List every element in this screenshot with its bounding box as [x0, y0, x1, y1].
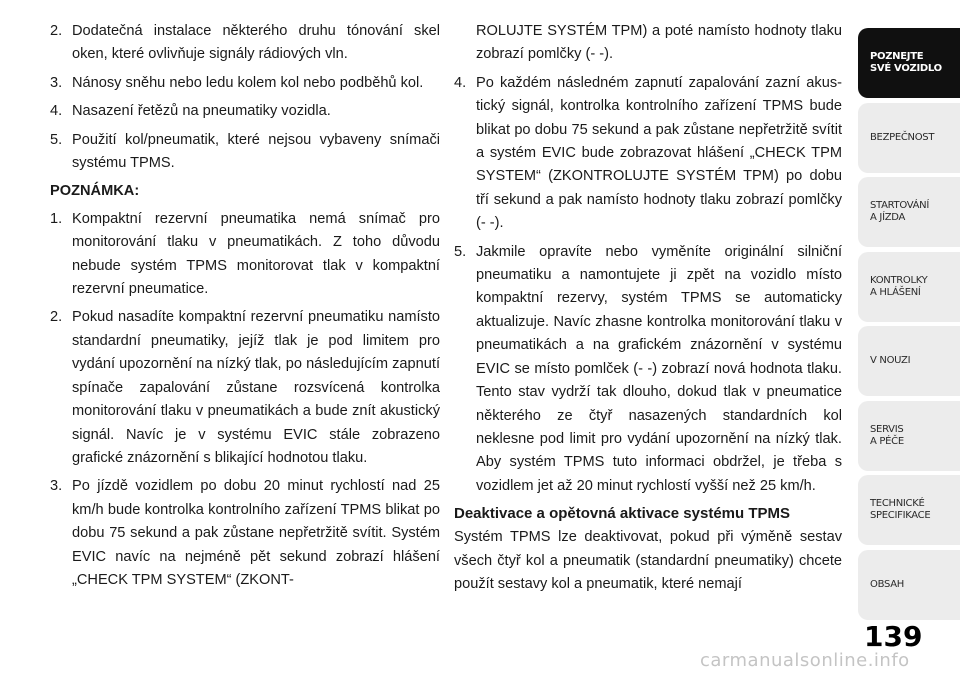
tab-obsah[interactable] — [858, 550, 960, 620]
tab-label: POZNEJTE SVÉ VOZIDLO — [870, 51, 942, 74]
list-item: 4. Nasazení řetězů na pneumatiky vozidla. — [50, 103, 331, 120]
tab-label: TECHNICKÉ SPECIFIKACE — [870, 498, 931, 521]
note-list — [50, 208, 440, 593]
tab-bezpecnost[interactable] — [858, 103, 960, 173]
tab-label: OBSAH — [870, 578, 904, 590]
list-item: 2. Dodatečná instalace některého druhu tónování skel oken, které ovlivňuje signály rádiových vln. — [50, 23, 440, 63]
list-item: 3. Nánosy sněhu nebo ledu kolem kol nebo podběhů kol. — [50, 74, 424, 91]
tab-kontrolky-a-hlaseni[interactable] — [858, 252, 960, 322]
note-item: 4. Po každém následném zapnutí zapalování zazní akustický signál, kontrolka kontrolního zařízení TPMS bude blikat po dobu 75 sekund a pak zůstane nepřetržitě svítit a systém EVIC bude zobrazovat hlášení „CHECK TPM SYSTEM“ (ZKONTROLUJTE SYSTÉM TPM) po dobu tří sekund a pak namísto hodnoty tlaku zobrazí pomlčky (- -). — [454, 74, 842, 232]
chapter-tabs — [858, 28, 960, 624]
note-heading: POZNÁMKA: — [50, 183, 140, 200]
section-paragraph: Systém TPMS lze deaktivovat, pokud při výměně sestav všech čtyř kol a pneumatik (standardní pneumatiky) chcete použít sestavy kol a pneumatik, které nemají — [454, 529, 842, 592]
note-continuation: ROLUJTE SYSTÉM TPM) a poté namísto hodnoty tlaku zobrazí pomlčky (- -). — [476, 23, 842, 63]
watermark: carmanualsonline.info — [700, 650, 910, 671]
section-heading: Deaktivace a opětovná aktivace systému TPMS — [454, 505, 790, 523]
note-item: 3. Po jízdě vozidlem po dobu 20 minut rychlostí nad 25 km/h bude kontrolka kontrolního zařízení TPMS blikat po dobu 75 sekund a pak zůstane nepřetržitě svítit. Systém EVIC navíc na nejméně pět sekund zobrazí hlášení „CHECK TPM SYSTEM“ (ZKONT- — [50, 478, 440, 588]
tab-v-nouzi[interactable] — [858, 326, 960, 396]
tab-label: STARTOVÁNÍ A JÍZDA — [870, 200, 930, 223]
note-item: 2. Pokud nasadíte kompaktní rezervní pneumatiku namísto standardní pneumatiky, jejíž tlak je pod limitem pro vydání upozornění na nízký tlak, po následujícím zapnutí spínače zapalování zůstane rozsvícená kontrolka monitorování tlaku v pneumatikách a bude znít akustický signál. Navíc je v systému EVIC stále zobrazeno grafické znázornění s blikající hodnotou tlaku. — [50, 309, 440, 466]
left-column — [50, 20, 440, 597]
list-continued — [50, 20, 440, 175]
tab-startovani-a-jizda[interactable] — [858, 177, 960, 247]
tab-label: V NOUZI — [870, 355, 911, 366]
page-number: 139 — [864, 620, 923, 653]
note-item: 1. Kompaktní rezervní pneumatika nemá snímač pro monitorování tlaku v pneumatikách. Z toho důvodu nebude systém TPMS monitorovat tlak v kompaktní rezervní pneumatice. — [50, 210, 440, 298]
tab-label: SERVIS A PÉČE — [870, 423, 904, 447]
list-item: 5. Použití kol/pneumatik, které nejsou vybaveny snímači systému TPMS. — [50, 131, 440, 172]
tab-poznejte-sve-vozidlo[interactable] — [858, 28, 960, 98]
right-column — [454, 20, 842, 596]
tab-technicke-specifikace[interactable] — [858, 475, 960, 545]
tab-servis-a-pece[interactable] — [858, 401, 960, 471]
tab-label: KONTROLKY A HLÁŠENÍ — [870, 274, 928, 298]
tab-label: BEZPEČNOST — [870, 131, 935, 143]
note-item: 5. Jakmile opravíte nebo vyměníte originální silniční pneumatiku a namontujete ji zpět na vozidlo místo kompaktní rezervy, systém TPMS se automaticky aktualizuje. Navíc zhasne kontrolka monitorování tlaku v pneumatikách a na grafickém znázornění v systému EVIC se místo pomlček (- -) zobrazí nová hodnota tlaku. Tento stav vydrží tak dlouho, dokud tlak v pneumatice některého ze čtyř nasazených standardních kol neklesne pod limit pro vydání upozornění na nízký tlak. Aby systém TPMS tuto informaci obdržel, je třeba s vozidlem jet až 20 minut rychlostí vyšší než 25 km/h. — [454, 243, 842, 494]
